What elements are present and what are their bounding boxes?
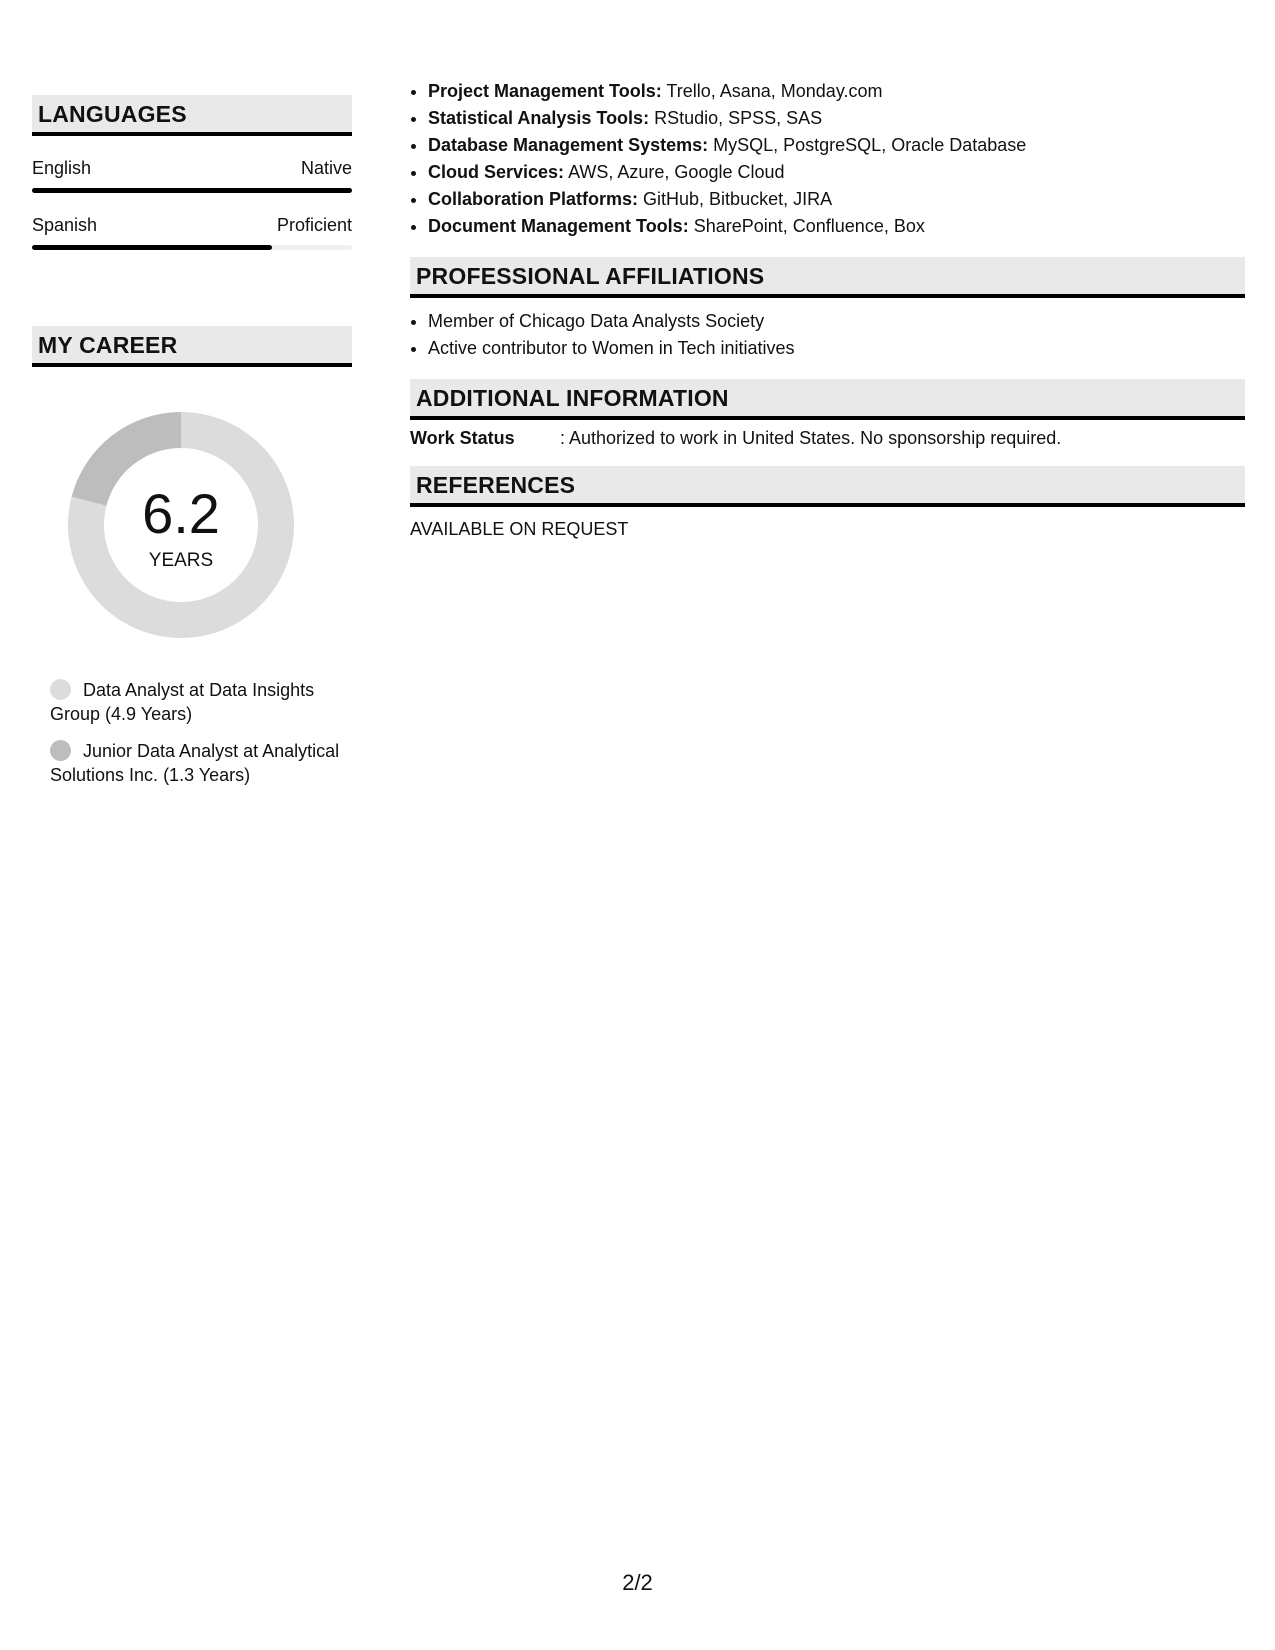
legend-item — [50, 739, 340, 787]
skill-value: AWS, Azure, Google Cloud — [568, 162, 785, 182]
language-bar — [32, 245, 352, 250]
skill-value: RStudio, SPSS, SAS — [654, 108, 823, 128]
language-level: Proficient — [276, 215, 352, 235]
languages-heading: LANGUAGES — [32, 95, 352, 136]
skills-list — [410, 78, 1245, 240]
career-donut-chart — [66, 410, 296, 640]
career-total-years: 6.2 — [142, 482, 220, 545]
language-bar-fill — [32, 188, 352, 193]
skill-item — [428, 78, 1245, 105]
language-bar — [32, 188, 352, 193]
additional-info-section — [410, 379, 1245, 449]
references-section — [410, 466, 1245, 540]
language-bar-fill — [32, 245, 272, 250]
affiliations-section — [410, 257, 1245, 362]
career-total-unit: YEARS — [148, 550, 214, 571]
skill-label: Collaboration Platforms: — [428, 189, 639, 209]
career-legend — [50, 678, 340, 787]
references-text: AVAILABLE ON REQUEST — [410, 519, 629, 539]
skill-label: Database Management Systems: — [428, 135, 709, 155]
skill-label: Statistical Analysis Tools: — [428, 108, 650, 128]
skill-item — [428, 132, 1245, 159]
legend-label: Data Analyst at Data Insights Group (4.9 Years) — [50, 680, 315, 724]
legend-dot — [50, 679, 71, 700]
legend-label: Junior Data Analyst at Analytical Solutions Inc. (1.3 Years) — [50, 741, 340, 785]
affiliations-heading: PROFESSIONAL AFFILIATIONS — [410, 257, 1245, 298]
skill-label: Cloud Services: — [428, 162, 565, 182]
skill-item — [428, 213, 1245, 240]
affiliation-item: • Member of Chicago Data Analysts Society — [428, 308, 1245, 335]
language-spanish — [32, 215, 352, 250]
language-name: English — [32, 158, 92, 178]
references-heading: REFERENCES — [410, 466, 1245, 507]
legend-item — [50, 678, 340, 726]
language-english — [32, 158, 352, 193]
language-level: Native — [300, 158, 352, 178]
skill-item — [428, 159, 1245, 186]
work-status-value: : Authorized to work in United States. No sponsorship required. — [560, 428, 1062, 448]
affiliations-list — [410, 308, 1245, 362]
affiliation-item: • Active contributor to Women in Tech initiatives — [428, 335, 1245, 362]
skill-item — [428, 186, 1245, 213]
work-status-row — [410, 428, 1245, 449]
legend-dot — [50, 740, 71, 761]
work-status-label: Work Status — [410, 428, 515, 448]
left-column — [32, 95, 352, 800]
skill-value: SharePoint, Confluence, Box — [693, 216, 925, 236]
skill-item — [428, 105, 1245, 132]
skill-label: Project Management Tools: — [428, 81, 662, 101]
skill-label: Document Management Tools: — [428, 216, 689, 236]
skill-value: GitHub, Bitbucket, JIRA — [643, 189, 833, 209]
right-column — [410, 78, 1245, 540]
additional-info-heading: ADDITIONAL INFORMATION — [410, 379, 1245, 420]
skill-value: Trello, Asana, Monday.com — [666, 81, 883, 101]
skill-value: MySQL, PostgreSQL, Oracle Database — [713, 135, 1027, 155]
career-heading: MY CAREER — [32, 326, 352, 367]
language-name: Spanish — [32, 215, 98, 235]
page-number: 2/2 — [622, 1570, 653, 1595]
